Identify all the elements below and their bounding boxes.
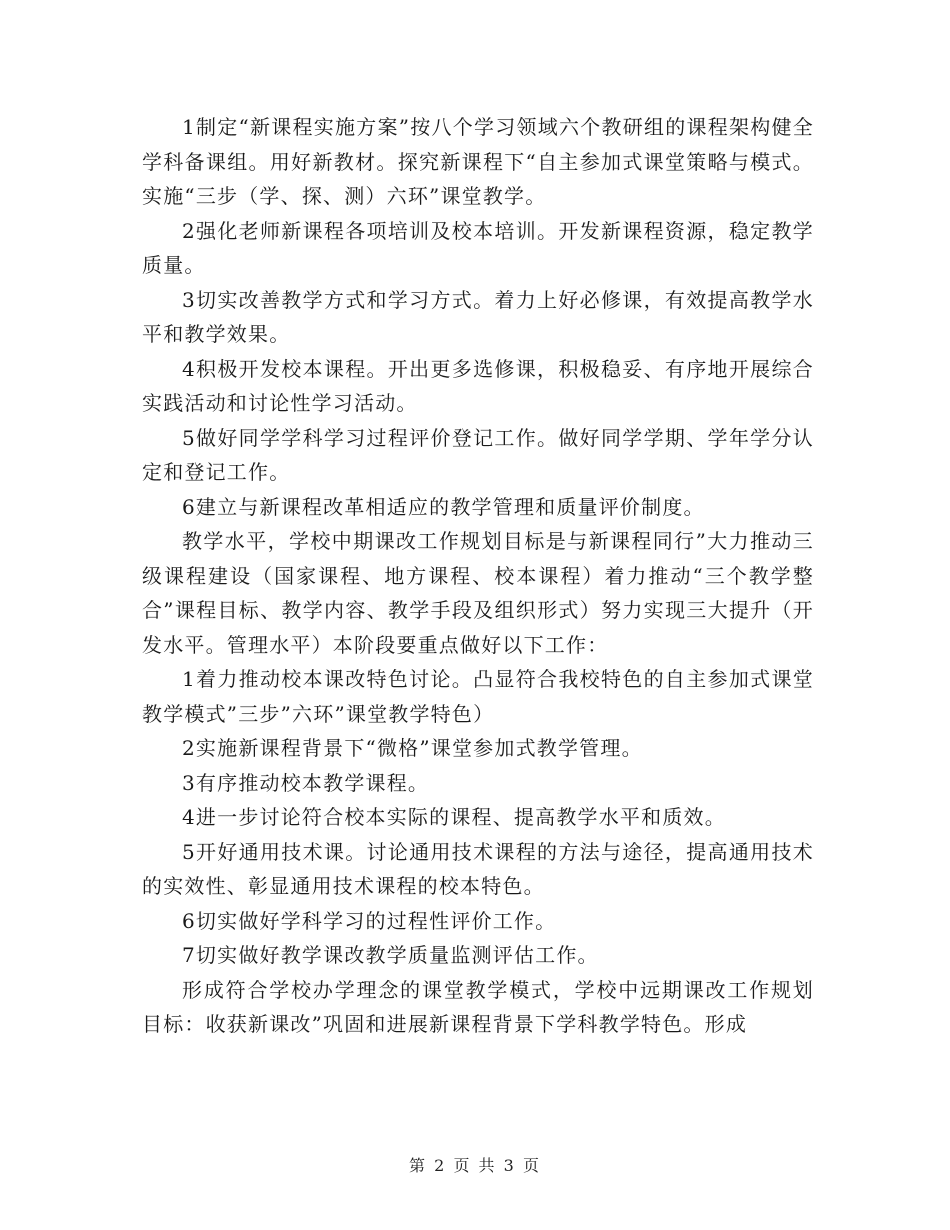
document-body [142, 110, 814, 1042]
paragraph-11: 4进一步讨论符合校本实际的课程、提高教学水平和质效。 [182, 805, 726, 829]
paragraph-1: 1制定“新课程实施方案”按八个学习领域六个教研组的课程架构健全学科备课组。用好新教材。探究新课程下“自主参加式课堂策略与模式。实施“三步（学、探、测）六环”课堂教学。 [142, 115, 814, 208]
paragraph-13: 6切实做好学科学习的过程性评价工作。 [182, 908, 557, 933]
paragraph-6: 6建立与新课程改革相适应的教学管理和质量评价制度。 [182, 494, 705, 519]
paragraph-8: 1着力推动校本课改特色讨论。凸显符合我校特色的自主参加式课堂教学模式”三步”六环”课堂教学特色） [142, 667, 814, 726]
paragraph-2: 2强化老师新课程各项培训及校本培训。开发新课程资源，稳定教学质量。 [142, 218, 814, 277]
paragraph-5: 5做好同学学科学习过程评价登记工作。做好同学学期、学年学分认定和登记工作。 [142, 425, 814, 484]
footer-total-label: 共 [478, 1156, 497, 1175]
paragraph-7: 教学水平，学校中期课改工作规划目标是与新课程同行”大力推动三级课程建设（国家课程、地方课程、校本课程）着力推动“三个教学整合”课程目标、教学内容、教学手段及组织形式）努力实现三大提升（开发水平。管理水平）本阶段要重点做好以下工作： [142, 529, 814, 657]
paragraph-15: 形成符合学校办学理念的课堂教学模式，学校中远期课改工作规划目标：收获新课改”巩固和进展新课程背景下学科教学特色。形成 [142, 977, 814, 1036]
paragraph-4: 4积极开发校本课程。开出更多选修课，积极稳妥、有序地开展综合实践活动和讨论性学习活动。 [142, 356, 814, 415]
footer-page-label: 页 [453, 1156, 472, 1175]
paragraph-12: 5开好通用技术课。讨论通用技术课程的方法与途径，提高通用技术的实效性、彰显通用技术课程的校本特色。 [142, 839, 814, 898]
footer-suffix: 页 [522, 1156, 541, 1175]
page-footer [0, 1153, 950, 1176]
footer-total-pages: 3 [503, 1156, 516, 1175]
footer-current-page: 2 [434, 1156, 447, 1175]
paragraph-3: 3切实改善教学方式和学习方式。着力上好必修课，有效提高教学水平和教学效果。 [142, 287, 814, 346]
paragraph-9: 2实施新课程背景下“微格”课堂参加式教学管理。 [182, 736, 643, 760]
paragraph-10: 3有序推动校本教学课程。 [182, 770, 430, 795]
footer-prefix: 第 [409, 1156, 428, 1175]
paragraph-14: 7切实做好教学课改教学质量监测评估工作。 [182, 943, 599, 967]
